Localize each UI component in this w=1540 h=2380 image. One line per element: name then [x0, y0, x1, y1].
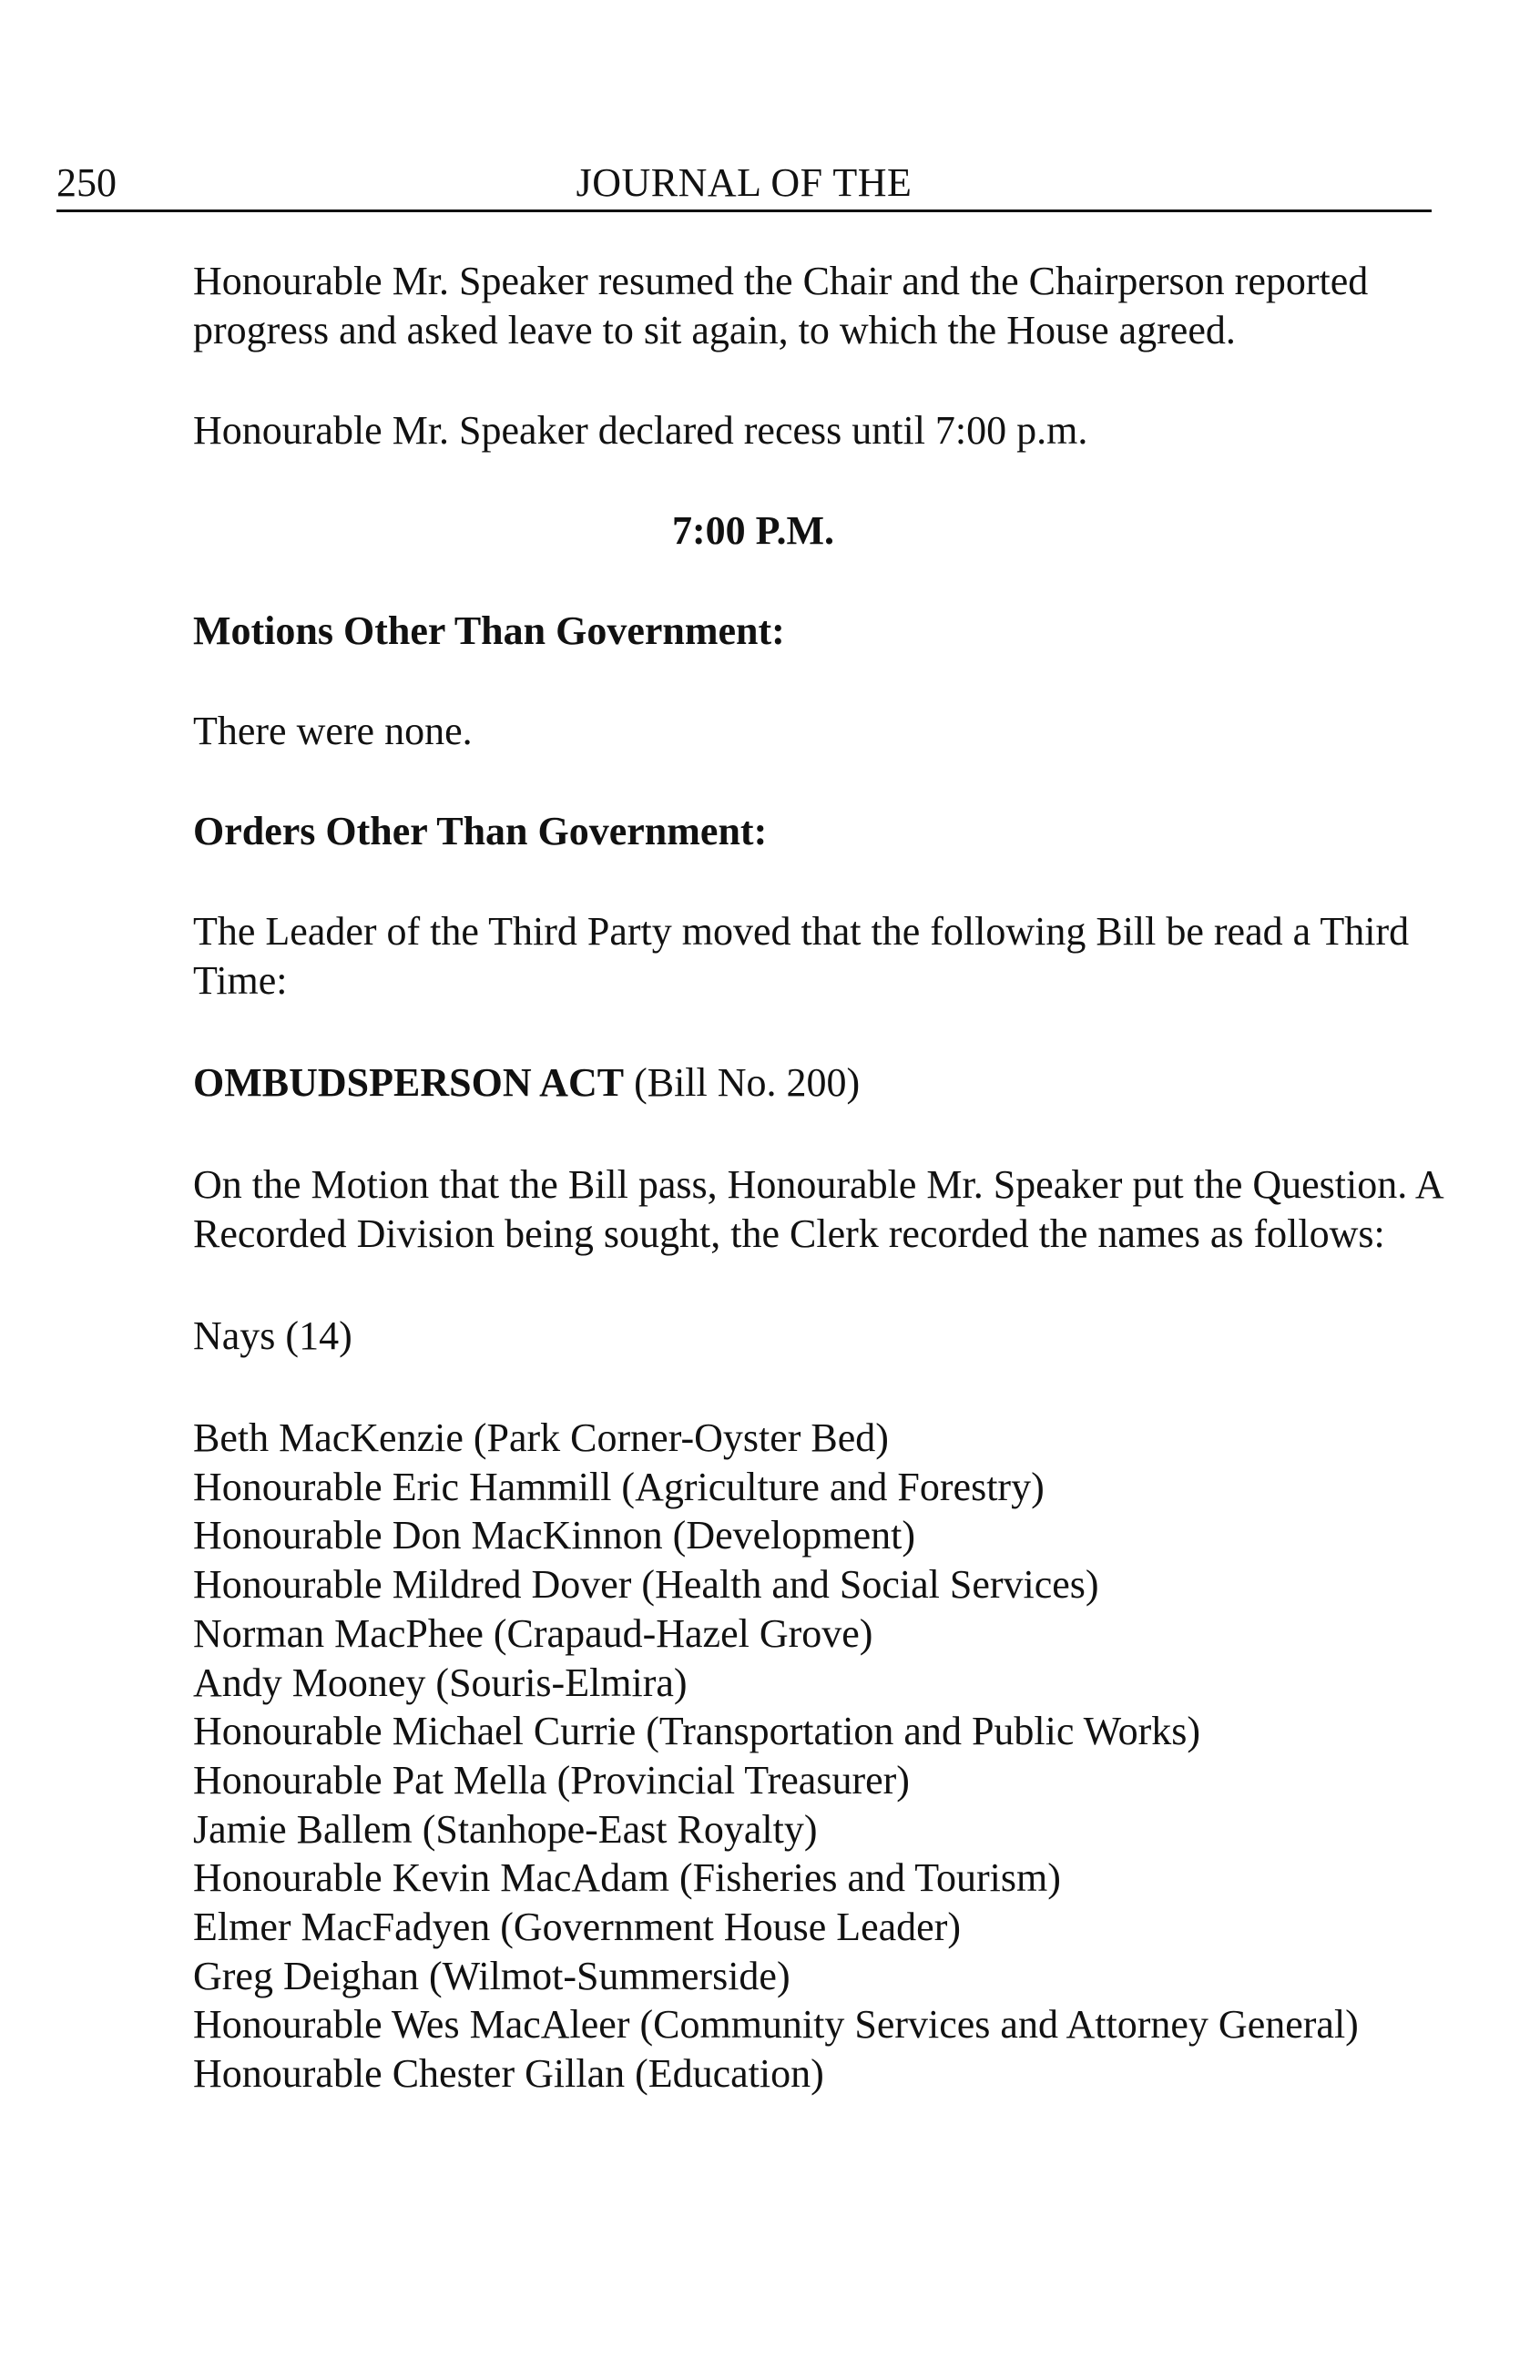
paragraph-recess: Honourable Mr. Speaker declared recess until 7:00 p.m. [193, 408, 1088, 453]
heading-motions-other-than-government: Motions Other Than Government: [193, 608, 785, 653]
paragraph-speaker-resumed: Honourable Mr. Speaker resumed the Chair and the Chairperson reported progress and asked leave to sit again, to which the House agreed. [193, 259, 1369, 352]
nay-member: Honourable Chester Gillan (Education) [193, 2051, 824, 2097]
nay-member: Honourable Eric Hammill (Agriculture and Forestry) [193, 1464, 1045, 1509]
bill-title: OMBUDSPERSON ACT [193, 1060, 625, 1105]
page-header [56, 157, 1432, 212]
paragraph-third-reading-motion: The Leader of the Third Party moved that the following Bill be read a Third Time: [193, 909, 1410, 1003]
nay-member: Honourable Mildred Dover (Health and Social Services) [193, 1562, 1099, 1608]
nay-member: Greg Deighan (Wilmot-Summerside) [193, 1953, 790, 1998]
nays-label: Nays (14) [193, 1313, 352, 1358]
nay-member: Andy Mooney (Souris-Elmira) [193, 1660, 688, 1705]
time-heading: 7:00 P.M. [671, 508, 835, 553]
nay-member: Elmer MacFadyen (Government House Leader) [193, 1905, 962, 1950]
nay-member: Norman MacPhee (Crapaud-Hazel Grove) [193, 1610, 873, 1656]
page-number: 250 [56, 160, 117, 205]
nay-member: Honourable Kevin MacAdam (Fisheries and Tourism) [193, 1855, 1061, 1901]
paragraph-recorded-division: On the Motion that the Bill pass, Honourable Mr. Speaker put the Question. A Recorded Division being sought, the Clerk recorded the names as follows: [193, 1162, 1443, 1256]
nays-list [193, 1414, 1450, 2099]
journal-content [193, 257, 1450, 2099]
nay-member: Jamie Ballem (Stanhope-East Royalty) [193, 1806, 818, 1852]
running-head: JOURNAL OF THE [576, 160, 913, 205]
bill-line [193, 1058, 1450, 1108]
bill-number: (Bill No. 200) [634, 1060, 861, 1105]
nay-member: Honourable Don MacKinnon (Development) [193, 1513, 916, 1558]
nay-member: Beth MacKenzie (Park Corner-Oyster Bed) [193, 1415, 889, 1460]
nay-member: Honourable Wes MacAleer (Community Services and Attorney General) [193, 2002, 1359, 2048]
nay-member: Honourable Michael Currie (Transportation and Public Works) [193, 1709, 1201, 1754]
paragraph-none: There were none. [193, 709, 473, 753]
nay-member: Honourable Pat Mella (Provincial Treasurer) [193, 1757, 910, 1803]
heading-orders-other-than-government: Orders Other Than Government: [193, 809, 768, 853]
